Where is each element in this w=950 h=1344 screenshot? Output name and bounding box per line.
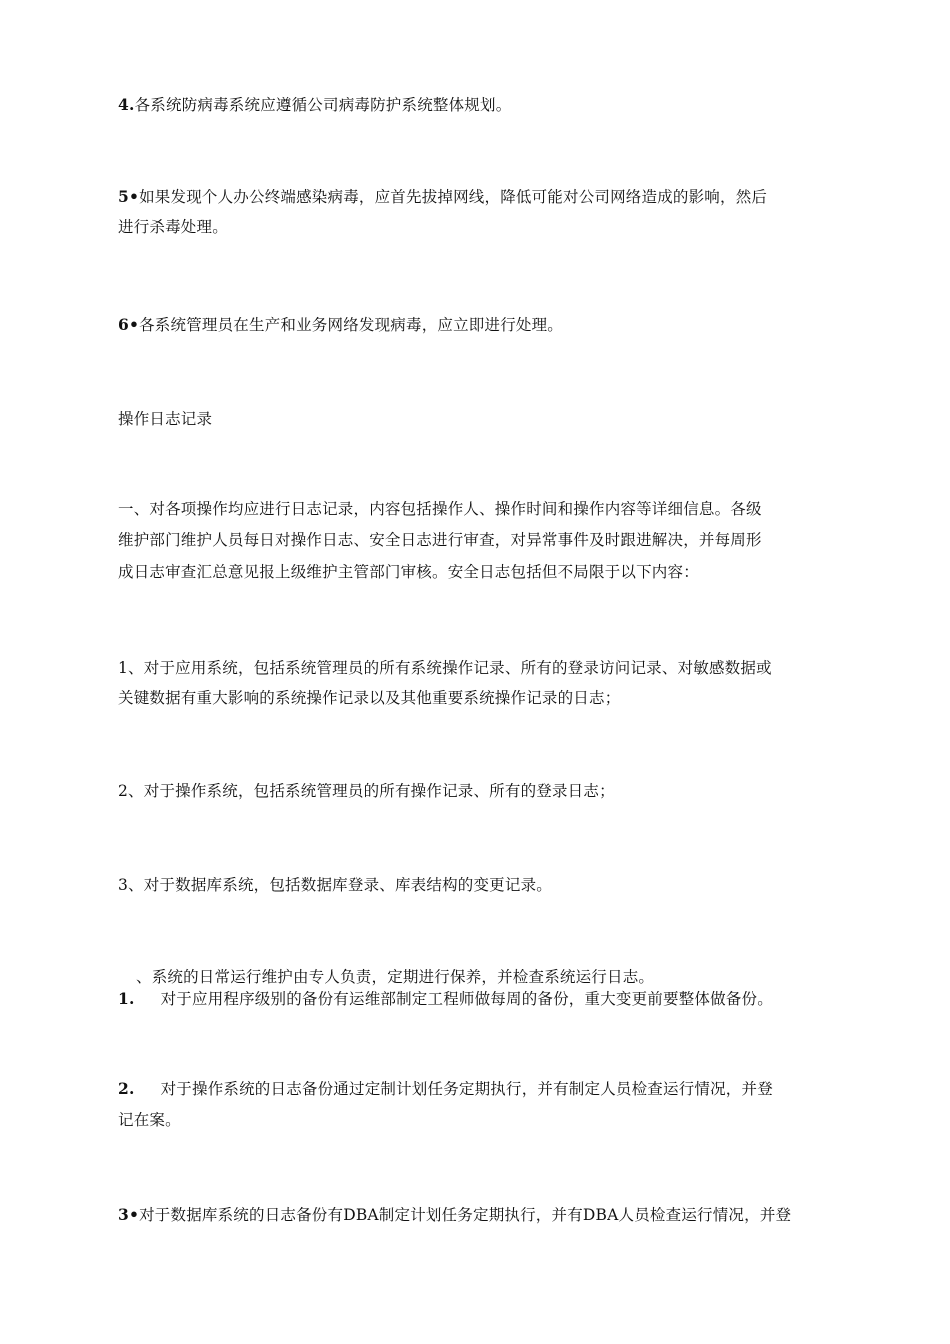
virus-item-4 [118,89,838,121]
log-item-1-line-1: 1、对于应用系统，包括系统管理员的所有系统操作记录、所有的登录访问记录、对敏感数据或 [118,659,772,677]
item-text: 对于数据库系统的日志备份有DBA制定计划任务定期执行，并有DBA人员检查运行情况，并登 [139,1206,792,1224]
virus-item-5-line-1 [118,181,838,213]
item-text: 各系统管理员在生产和业务网络发现病毒，应立即进行处理。 [139,316,563,334]
log-intro-line-3: 成日志审查汇总意见报上级维护主管部门审核。安全日志包括但不局限于以下内容： [118,563,699,581]
item-number: 1. [118,989,135,1008]
log-intro-line-2: 维护部门维护人员每日对操作日志、安全日志进行审查，对异常事件及时跟进解决，并每周形 [118,531,762,549]
item-text: 对于操作系统的日志备份通过定制计划任务定期执行，并有制定人员检查运行情况，并登 [160,1080,773,1098]
item-number: 6• [118,315,140,334]
log-item-2: 2、对于操作系统，包括系统管理员的所有操作记录、所有的登录日志； [118,782,615,800]
log-item-3: 3、对于数据库系统，包括数据库登录、库表结构的变更记录。 [118,876,552,894]
log-intro-line-1: 一、对各项操作均应进行日志记录，内容包括操作人、操作时间和操作内容等详细信息。各级 [118,500,762,518]
maintenance-item-1 [118,983,838,1015]
item-number: 5• [118,187,140,206]
section-title: 操作日志记录 [118,410,213,428]
maintenance-item-2-line-2: 记在案。 [118,1111,181,1129]
item-text: 各系统防病毒系统应遵循公司病毒防护系统整体规划。 [134,96,512,114]
item-text: 如果发现个人办公终端感染病毒，应首先拔掉网线，降低可能对公司网络造成的影响，然后 [139,188,768,206]
maintenance-intro-text: 、系统的日常运行维护由专人负责，定期进行保养，并检查系统运行日志。 [136,968,655,986]
virus-item-5-line-2: 进行杀毒处理。 [118,218,228,236]
item-number: 3• [118,1205,140,1224]
item-number: 2. [118,1079,135,1098]
maintenance-item-3 [118,1199,838,1231]
item-number: 4. [118,95,135,114]
maintenance-item-2-line-1 [118,1073,838,1105]
virus-item-6 [118,309,838,341]
log-item-1-line-2: 关键数据有重大影响的系统操作记录以及其他重要系统操作记录的日志； [118,689,621,707]
item-text: 对于应用程序级别的备份有运维部制定工程师做每周的备份，重大变更前要整体做备份。 [160,990,773,1008]
